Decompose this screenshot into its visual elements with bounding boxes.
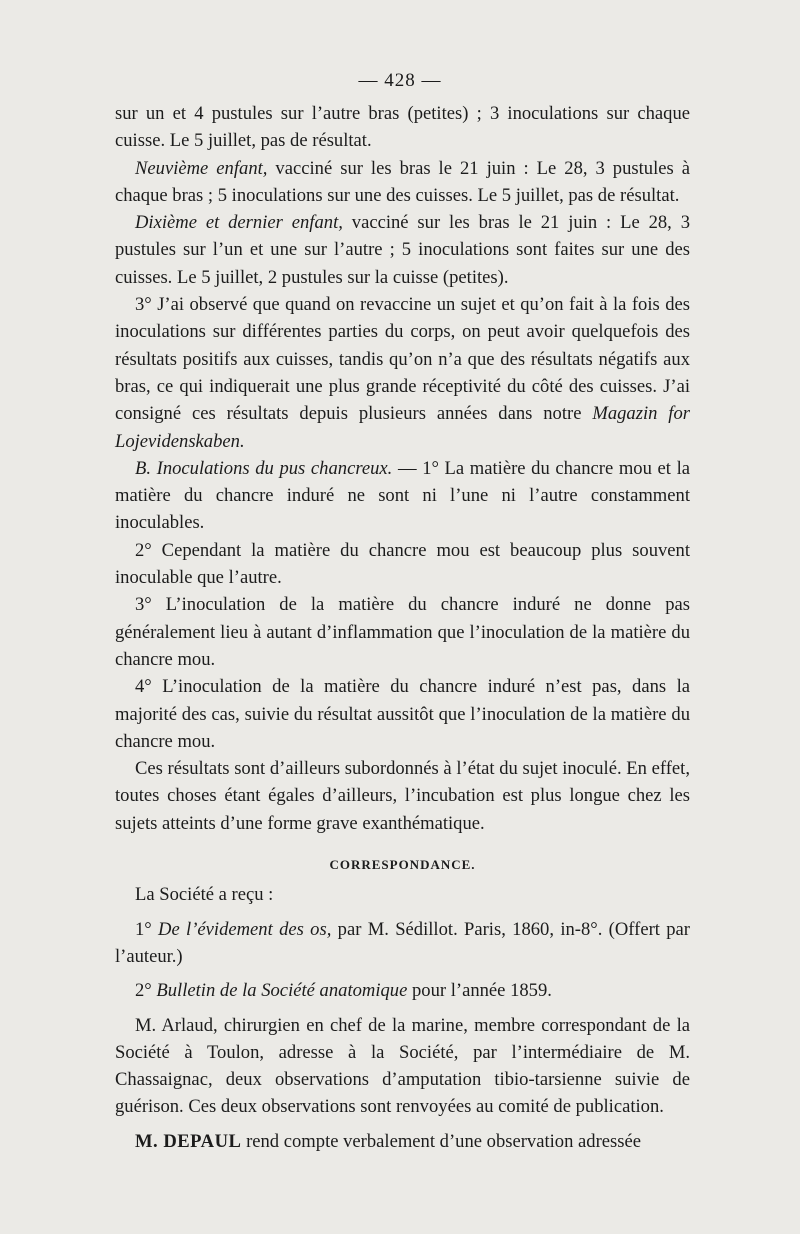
ninth-child-label: Neuvième enfant,: [135, 157, 268, 179]
paragraph-depaul: [115, 1128, 690, 1155]
paragraph-point-2: 2° Cependant la matière du chancre mou est beaucoup plus souvent inoculable que l’autre.: [115, 539, 690, 589]
paragraph-continuation: sur un et 4 pustules sur l’autre bras (petites) ; 3 inoculations sur chaque cuisse. Le 5 juillet, pas de résultat.: [115, 103, 690, 152]
section-heading-correspondance: CORRESPONDANCE.: [329, 857, 476, 873]
item-2-number: 2°: [135, 980, 157, 1002]
paragraph-section-b: [115, 455, 690, 537]
item-1-details: par M. Sédillot. Paris, 1860, in-8°. (Offert par l’auteur.): [115, 918, 690, 967]
tenth-child-label: Dixième et dernier enfant,: [135, 212, 343, 234]
depaul-name: M. DEPAUL: [135, 1130, 242, 1152]
paragraph-point-3: 3° L’inoculation de la matière du chancre induré ne donne pas généralement lieu à autant d’inflammation que l’inoculation de la matière du chancre mou.: [115, 594, 690, 670]
section-b-title: B. Inoculations du pus chancreux.: [135, 457, 393, 479]
body-text: [115, 100, 690, 1155]
paragraph-tenth-child: [115, 209, 690, 291]
item-1-number: 1°: [135, 918, 159, 940]
correspondance-intro: La Société a reçu :: [135, 884, 274, 906]
paragraph-observation-3: [115, 291, 690, 455]
item-2-details: pour l’année 1859.: [407, 980, 552, 1002]
section-b-text: — 1° La matière du chancre mou et la matière du chancre induré ne sont ni l’une ni l’autre constamment inoculables.: [115, 457, 690, 534]
received-item-2: [115, 977, 690, 1004]
item-2-title: Bulletin de la Société anatomique: [156, 980, 408, 1002]
paragraph-conclusion: Ces résultats sont d’ailleurs subordonnés à l’état du sujet inoculé. En effet, toutes choses étant égales d’ailleurs, l’incubation est plus longue chez les sujets atteints d’une forme grave exanthématique.: [115, 758, 690, 834]
tenth-child-text: vacciné sur les bras le 21 juin : Le 28, 3 pustules sur l’un et une sur l’autre ; 5 inoculations sont faites sur une des cuisses. Le 5 juillet, 2 pustules sur la cuisse (petites).: [115, 212, 691, 288]
magazine-title: Magazin for Lojevidenskaben.: [115, 403, 690, 452]
paragraph-ninth-child: [115, 155, 690, 210]
observation-3-text: 3° J’ai observé que quand on revaccine un sujet et qu’on fait à la fois des inoculations sur différentes parties du corps, on peut avoir quelquefois des résultats positifs aux cuisses, tandis qu’on n’a que des résultats négatifs aux bras, ce qui indiquerait une plus grande réceptivité du côté des cuisses. J’ai consigné ces résultats depuis plusieurs années dans notre: [115, 294, 690, 425]
item-1-title: De l’évidement des os,: [158, 918, 332, 940]
ninth-child-text: vacciné sur les bras le 21 juin : Le 28, 3 pustules à chaque bras ; 5 inoculations sur une des cuisses. Le 5 juillet, pas de résultat.: [115, 157, 691, 206]
depaul-text: rend compte verbalement d’une observation adressée: [241, 1130, 642, 1152]
page-number: — 428 —: [358, 70, 442, 91]
paragraph-point-4: 4° L’inoculation de la matière du chancre induré n’est pas, dans la majorité des cas, suivie du résultat aussitôt que l’inoculation de la matière du chancre mou.: [115, 676, 690, 752]
paragraph-arlaud: M. Arlaud, chirurgien en chef de la marine, membre correspondant de la Société à Toulon, adresse à la Société, par l’intermédiaire de M. Chassaignac, deux observations d’amputation tibio-tarsienne suivie de guérison. Ces deux observations sont renvoyées au comité de publication.: [115, 1014, 690, 1118]
received-item-1: [115, 916, 690, 971]
